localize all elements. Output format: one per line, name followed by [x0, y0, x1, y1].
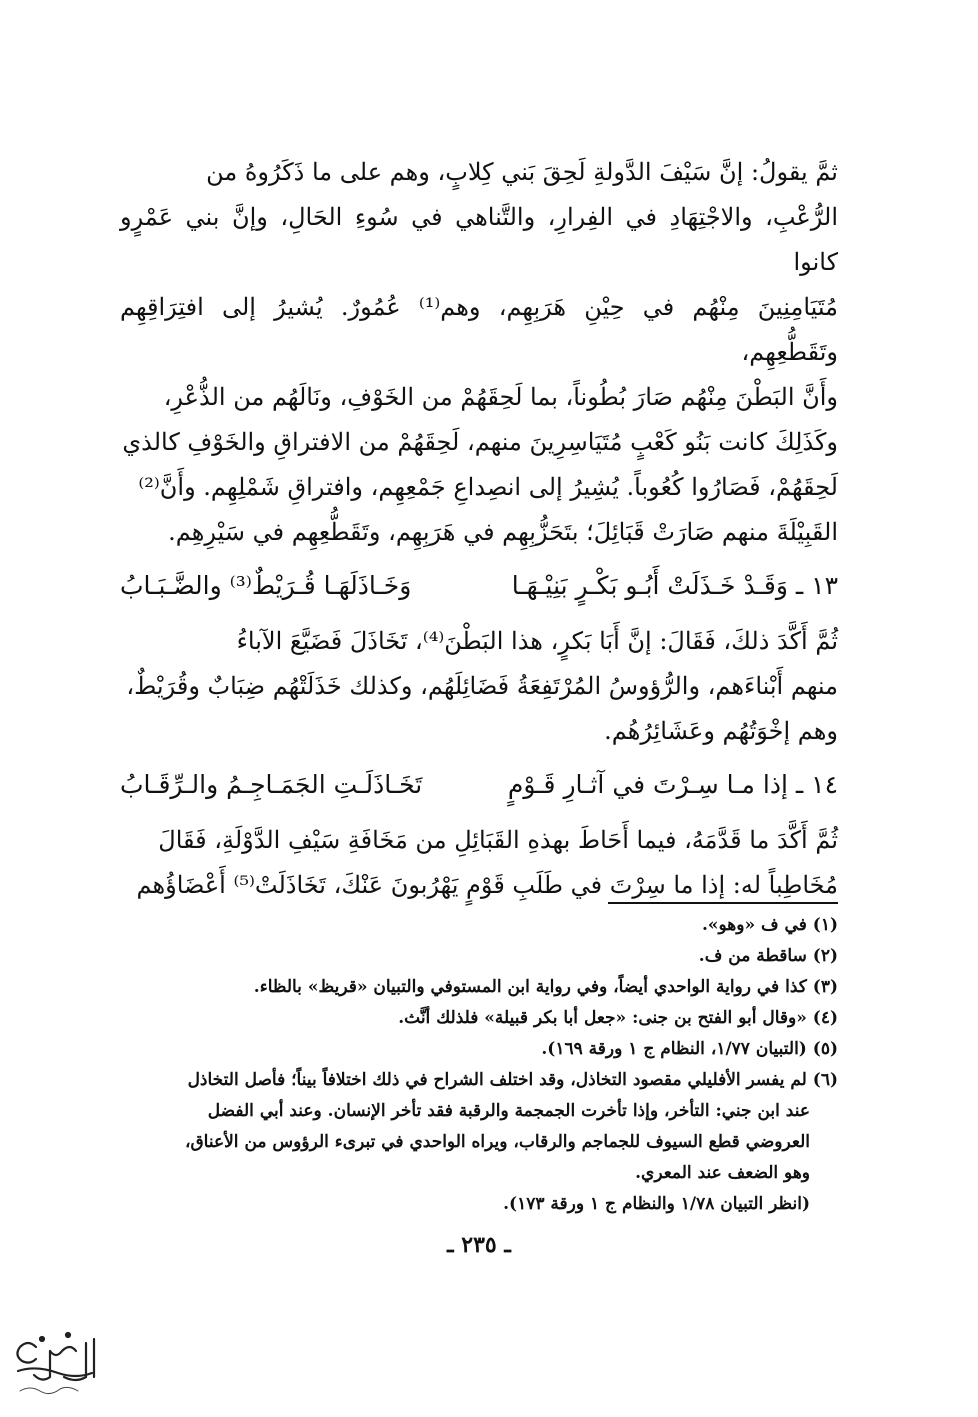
verse-14-first-hemistich: ١٤ ـ إذا مـا سِـرْتَ في آثـارِ قَـوْمٍ [507, 770, 838, 799]
footnote-marker: (٣) [812, 977, 838, 997]
footnote-6-line: العروضي قطع السيوف للجماجم والرقاب، ويراه الواحدي في تبرىء الرؤوس من الأعناق، [184, 1132, 810, 1152]
text-line: منهم أَبْناءَهم، والرُّؤوسُ المُرْتَفِعَةُ فَضَائِلَهُم، وكذلك خَذَلَتْهُم ضِبَابٌ وقُرَيْطٌ، [126, 672, 838, 700]
footnote-marker: (٤) [812, 1008, 838, 1028]
verse-14 [120, 762, 838, 808]
text-line: وهم إخْوَتُهُم وعَشَائِرُهُم. [604, 717, 838, 745]
footnote-1 [120, 910, 838, 941]
footnote-text: «وقال أبو الفتح بن جنى: «جعل أبا بكر قبيلة» فلذلك أنَّث. [398, 1008, 807, 1028]
footnote-6-line: وهو الضعف عند المعري. [635, 1163, 810, 1183]
text-line: ثُمَّ أَكَّدَ ذلكَ، فَقَالَ: إنَّ أَبَا بَكرٍ، هذا البَطْنَ⁽⁴⁾، تَخَاذَلَ فَضَيَّعَ الآباءُ [236, 627, 838, 655]
footnote-6-line: (انظر التبيان ١/٧٨ والنظام ج ١ ورقة ١٧٣). [503, 1194, 810, 1214]
footnote-3 [120, 972, 838, 1003]
verse-13-second-hemistich: وَخَـاذَلَهَـا قُـرَيْطٌ⁽³⁾ والضَّـبَـابُ [120, 571, 412, 600]
footnote-6-line: عند ابن جني: التأخر، وإذا تأخرت الجمجمة والرقبة فقد تأخر الإنسان. وعند أبي الفضل [207, 1101, 810, 1121]
footnote-5 [120, 1034, 838, 1065]
text-line: مُتَيَامِنِينَ مِنْهُم في حِيْنِ هَرَبِهِم، وهم⁽¹⁾ عُمُورٌ. يُشيرُ إلى افتِرَاقِهِم وتَقَطُّعِهِم، [120, 293, 838, 366]
page-body [120, 150, 838, 1357]
footnote-marker: (٦) [812, 1070, 838, 1090]
footnote-text: كذا في رواية الواحدي أيضاً، وفي رواية ابن المستوفي والتبيان «قريظ» بالظاء. [253, 977, 807, 997]
text-line: وأَنَّ البَطْنَ مِنْهُم صَارَ بُطُوناً، بما لَحِقَهُمْ من الخَوْفِ، ونَالَهُم من الذُّعْرِ، [163, 383, 838, 411]
commentary-13 [120, 619, 838, 754]
footnote-separator [608, 902, 838, 904]
footnote-6 [120, 1065, 838, 1096]
footnote-marker: (٢) [812, 946, 838, 966]
intro-paragraph [120, 150, 838, 555]
text-line: ثمَّ يقولُ: إنَّ سَيْفَ الدَّولةِ لَحِقَ بَني كِلابٍ، وهم على ما ذَكَرُوهُ من [206, 158, 838, 186]
footnote-text: في ف «وهو». [701, 915, 807, 935]
commentary-14 [120, 818, 838, 908]
footnote-2 [120, 941, 838, 972]
footnote-text: (التبيان ١/٧٧، النظام ج ١ ورقة ١٦٩). [541, 1039, 807, 1059]
verse-13 [120, 563, 838, 609]
verse-13-first-hemistich: ١٣ ـ وَقَـدْ خَـذَلَتْ أَبُـو بَكْـرٍ بَنِيْـهَـا [511, 571, 838, 600]
footnote-marker: (١) [812, 915, 838, 935]
library-stamp-logo [6, 1321, 102, 1403]
footnote-text: ساقطة من ف. [698, 946, 807, 966]
page-number: ـ ٢٣٥ ـ [447, 1232, 511, 1258]
text-line: القَبِيْلَةَ منهم صَارَتْ قَبَائِلَ؛ بتَحَزُّبِهِم في هَرَبِهِم، وتَقَطُّعِهِم في سَيْرِهِم. [168, 518, 838, 546]
footnote-4 [120, 1003, 838, 1034]
footnotes [120, 910, 838, 1220]
text-line: الرُّعْبِ، والاجْتِهَادِ في الفِرارِ، والتَّناهي في سُوءِ الحَالِ، وإنَّ بني عَمْرٍو كانوا [120, 203, 838, 276]
text-line: لَحِقَهُمْ، فَصَارُوا كُعُوباً. يُشِيرُ إلى انصِداعِ جَمْعِهِم، وافتراقِ شَمْلِهِم. وأَنَّ⁽²⁾ [138, 473, 838, 501]
text-line: وكَذَلِكَ كانت بَنُو كَعْبٍ مُتَيَاسِرِينَ منهم، لَحِقَهُمْ من الافتراقِ والخَوْفِ كالذي [122, 428, 838, 456]
footnote-marker: (٥) [812, 1039, 838, 1059]
text-line: مُخَاطِباً له: إذا ما سِرْتَ في طَلَبِ قَوْمٍ يَهْرُبونَ عَنْكَ، تَخَاذَلَتْ⁽⁵⁾ أَعْضَاؤُهم [136, 871, 838, 899]
verse-14-second-hemistich: تَخَـاذَلَـتِ الجَمَـاجِـمُ والـرِّقَـابُ [120, 770, 423, 799]
footnote-text: لم يفسر الأفليلي مقصود التخاذل، وقد اختلف الشراح في ذلك اختلافاً بيناً؛ فأصل التخاذل [187, 1070, 807, 1090]
text-line: ثُمَّ أَكَّدَ ما قَدَّمَهُ، فيما أَحَاطَ بهذهِ القَبَائِلِ من مَخَافَةِ سَيْفِ الدَّوْلَةِ، فَقَالَ [158, 826, 838, 854]
